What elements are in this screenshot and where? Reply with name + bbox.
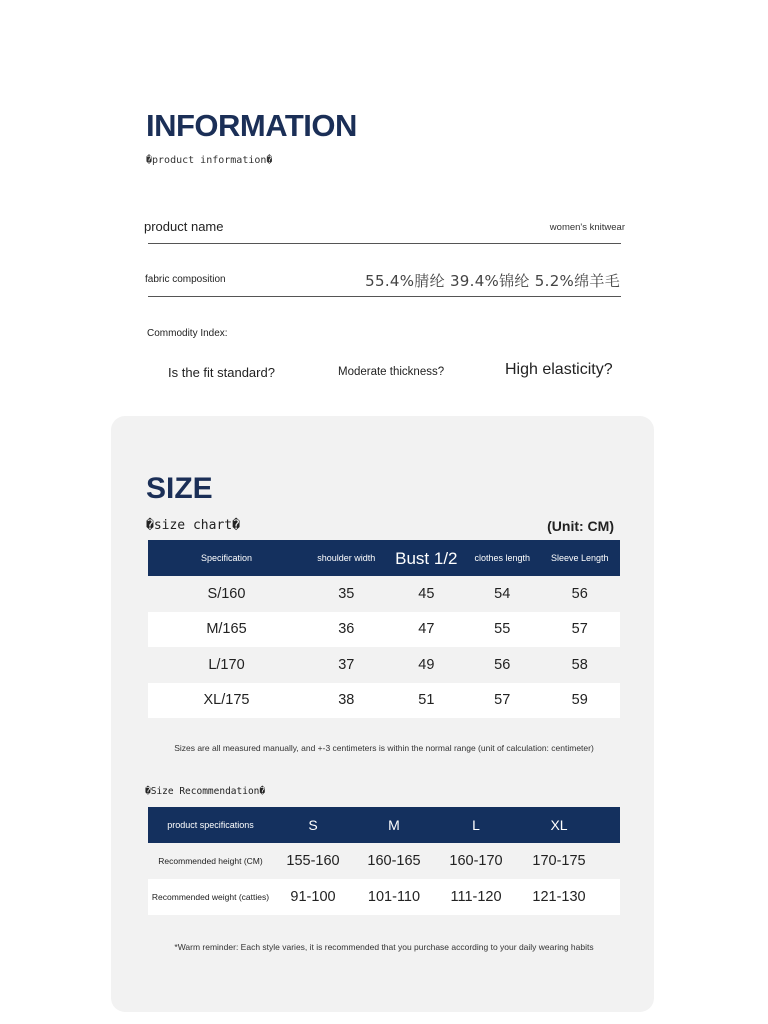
table-cell: 57	[494, 692, 511, 709]
table-cell: 91-100	[290, 889, 336, 905]
size-chart-table	[148, 540, 620, 718]
table-cell: 37	[338, 656, 355, 673]
table-cell: 54	[494, 585, 511, 602]
fabric-composition-label: fabric composition	[145, 274, 226, 285]
table-cell: 101-110	[367, 889, 421, 905]
table-cell: 36	[338, 621, 355, 638]
size-chart-subtitle: �size chart�	[146, 518, 240, 533]
table-cell: 160-165	[367, 853, 421, 869]
table-cell: 59	[571, 692, 588, 709]
size-chart-header	[148, 540, 620, 576]
table-cell: 56	[494, 656, 511, 673]
divider	[148, 296, 621, 297]
unit-label: (Unit: CM)	[547, 518, 614, 534]
table-cell: 160-170	[449, 853, 503, 869]
measurement-note: Sizes are all measured manually, and +-3 centimeters is within the normal range (unit of calculation: centimeter)	[174, 743, 594, 753]
table-cell: 51	[418, 692, 435, 709]
header-cell: M	[388, 816, 400, 833]
table-row	[148, 879, 620, 915]
table-cell: Recommended height (CM)	[158, 855, 263, 866]
header-cell: S	[308, 816, 318, 833]
table-cell: 58	[571, 656, 588, 673]
commodity-index-label: Commodity Index:	[147, 328, 228, 339]
table-cell: 38	[338, 692, 355, 709]
table-cell: 111-120	[450, 889, 502, 905]
header-cell: L	[472, 816, 480, 833]
header-cell: product specifications	[167, 819, 254, 830]
table-cell: 121-130	[532, 889, 586, 905]
header-cell: XL	[550, 816, 568, 833]
table-cell: 35	[338, 585, 355, 602]
table-cell: M/165	[206, 621, 247, 638]
table-cell: 55	[494, 621, 511, 638]
table-cell: 170-175	[532, 853, 586, 869]
size-title: SIZE	[146, 472, 213, 505]
table-row	[148, 683, 620, 719]
table-cell-spacer	[601, 879, 620, 915]
table-row	[148, 843, 620, 879]
table-cell: 56	[571, 585, 588, 602]
divider	[148, 243, 621, 244]
size-recommendation-table	[148, 807, 620, 915]
table-row	[148, 576, 620, 612]
table-cell: 155-160	[286, 853, 340, 869]
header-cell-spacer	[601, 807, 620, 843]
warm-reminder-note: *Warm reminder: Each style varies, it is recommended that you purchase according to your daily wearing habits	[174, 942, 594, 952]
fabric-composition-value: 55.4%腈纶 39.4%锦纶 5.2%绵羊毛	[365, 272, 620, 290]
table-cell: 45	[418, 585, 435, 602]
index-high-elasticity: High elasticity?	[505, 361, 613, 378]
product-information-subtitle: �product information�	[146, 155, 273, 166]
header-cell: shoulder width	[317, 552, 376, 563]
table-row	[148, 612, 620, 648]
table-cell: 57	[571, 621, 588, 638]
table-cell: XL/175	[203, 692, 250, 709]
information-title: INFORMATION	[146, 108, 357, 143]
table-cell: 47	[418, 621, 435, 638]
product-name-value: women's knitwear	[549, 222, 625, 233]
table-row	[148, 647, 620, 683]
table-cell: 49	[418, 656, 435, 673]
table-cell-spacer	[601, 843, 620, 879]
table-cell: S/160	[207, 585, 246, 602]
index-moderate-thickness: Moderate thickness?	[338, 366, 445, 378]
header-cell: clothes length	[474, 552, 531, 563]
header-cell: Bust 1/2	[395, 548, 458, 568]
size-recommendation-subtitle: �Size Recommendation�	[145, 786, 266, 797]
product-name-label: product name	[144, 219, 224, 234]
header-cell: Specification	[200, 552, 252, 563]
recommendation-header	[148, 807, 620, 843]
index-fit-standard: Is the fit standard?	[168, 365, 275, 380]
header-cell: Sleeve Length	[550, 552, 609, 563]
table-cell: Recommended weight (catties)	[151, 891, 270, 902]
table-cell: L/170	[208, 656, 245, 673]
